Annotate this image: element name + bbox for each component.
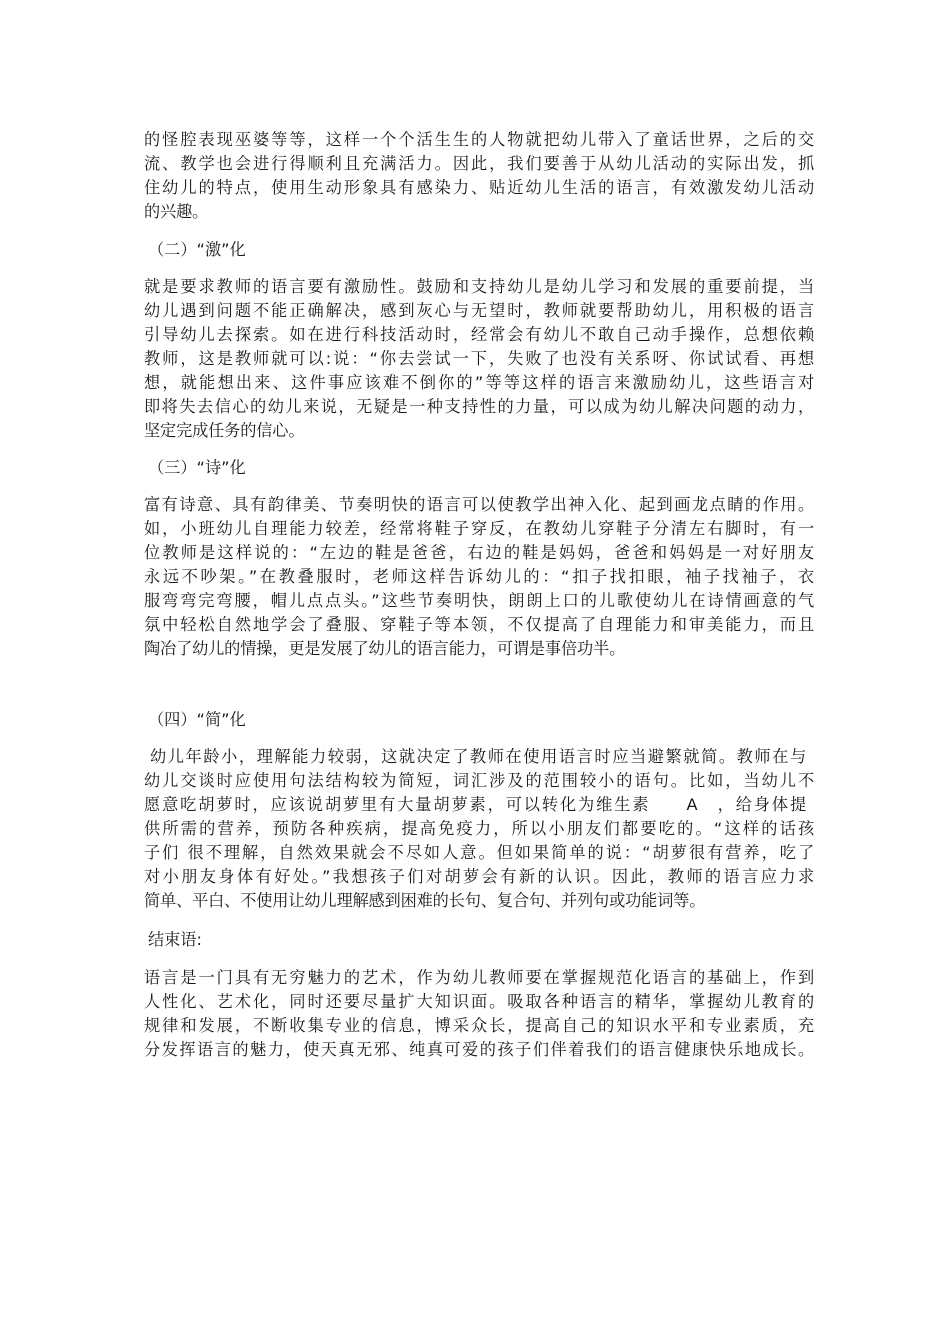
section-heading-2: （二）“激”化 [148,240,246,259]
conclusion-heading: 结束语: [148,930,203,949]
text-line: 的兴趣。 [144,202,209,221]
text-line: 供所需的营养，预防各种疾病，提高免疫力，所以小朋友们都要吃的。“这样的话孩 [144,819,814,838]
section-heading-4: （四）“简”化 [148,710,246,729]
text-line: 对小朋友身体有好处。”我想孩子们对胡萝会有新的认识。因此，教师的语言应力求 [144,867,814,886]
text-line: 就是要求教师的语言要有激励性。鼓励和支持幼儿是幼儿学习和发展的重要前提，当 [144,277,814,296]
section-heading-3: （三）“诗”化 [148,458,246,477]
text-line: 坚定完成任务的信心。 [144,421,305,440]
text-line: 规律和发展，不断收集专业的信息，博采众长，提高自己的知识水平和专业素质，充 [144,1016,814,1035]
text-line: 幼儿年龄小，理解能力较弱，这就决定了教师在使用语言时应当避繁就简。教师在与 [150,747,806,766]
text-line: 人性化、艺术化，同时还要尽量扩大知识面。吸取各种语言的精华，掌握幼儿教育的 [144,992,814,1011]
text-line: 位教师是这样说的：“左边的鞋是爸爸，右边的鞋是妈妈，爸爸和妈妈是一对好朋友 [144,543,814,562]
text-line: 的怪腔表现巫婆等等，这样一个个活生生的人物就把幼儿带入了童话世界，之后的交 [144,130,814,149]
text-line: 分发挥语言的魅力，使天真无邪、纯真可爱的孩子们伴着我们的语言健康快乐地成长。 [144,1040,814,1059]
text-line: 幼儿遇到问题不能正确解决，感到灰心与无望时，教师就要帮助幼儿，用积极的语言 [144,301,814,320]
text-line: 如，小班幼儿自理能力较差，经常将鞋子穿反，在教幼儿穿鞋子分清左右脚时，有一 [144,519,814,538]
text-line: 简单、平白、不使用让幼儿理解感到困难的长句、复合句、并列句或功能词等。 [144,891,706,910]
text-line: 服弯弯完弯腰，帽儿点点头。”这些节奏明快，朗朗上口的儿歌使幼儿在诗情画意的气 [144,591,814,610]
text-line: 引导幼儿去探索。如在进行科技活动时，经常会有幼儿不敢自己动手操作，总想依赖 [144,325,814,344]
text-line: 子们 很不理解，自然效果就会不尽如人意。但如果简单的说：“胡萝很有营养，吃了 [144,843,814,862]
text-line: 愿意吃胡萝时，应该说胡萝里有大量胡萝素，可以转化为维生素 A ，给身体提 [144,795,806,814]
text-line: 氛中轻松自然地学会了叠服、穿鞋子等本领，不仅提高了自理能力和审美能力，而且 [144,615,814,634]
text-line: 教师，这是教师就可以:说：“你去尝试一下，失败了也没有关系呀、你试试看、再想 [144,349,814,368]
text-line: 即将失去信心的幼儿来说，无疑是一种支持性的力量，可以成为幼儿解决问题的动力， [144,397,814,416]
text-line: 陶冶了幼儿的情操，更是发展了幼儿的语言能力，可谓是事倍功半。 [144,639,626,658]
text-line: 住幼儿的特点，使用生动形象具有感染力、贴近幼儿生活的语言，有效激发幼儿活动 [144,178,814,197]
text-line: 流、教学也会进行得顺利且充满活力。因此，我们要善于从幼儿活动的实际出发，抓 [144,154,814,173]
text-line: 富有诗意、具有韵律美、节奏明快的语言可以使教学出神入化、起到画龙点睛的作用。 [144,495,814,514]
text-line: 永远不吵架。”在教叠服时，老师这样告诉幼儿的：“扣子找扣眼，袖子找袖子，衣 [144,567,814,586]
text-line: 语言是一门具有无穷魅力的艺术，作为幼儿教师要在掌握规范化语言的基础上，作到 [144,968,814,987]
text-line: 幼儿交谈时应使用句法结构较为简短，词汇涉及的范围较小的语句。比如，当幼儿不 [144,771,814,790]
text-line: 想，就能想出来、这件事应该难不倒你的”等等这样的语言来激励幼儿，这些语言对 [144,373,814,392]
